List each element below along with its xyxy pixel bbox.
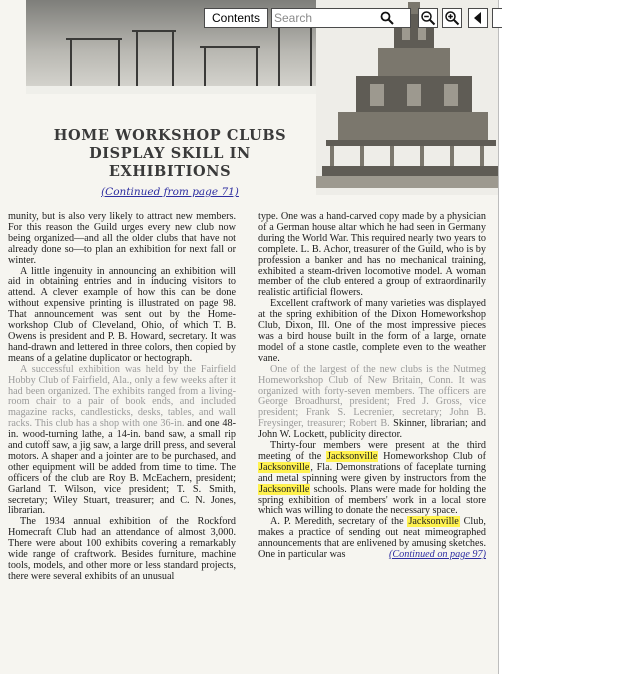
left-paragraph-1: munity, but is also very likely to attract new members. For this reason the Guild urges every new club now being organized—and all the older clubs that have not already done so—to plan an exhibition for next fall or winter. bbox=[8, 211, 236, 266]
left-paragraph-3 bbox=[8, 365, 236, 518]
previous-page-button[interactable] bbox=[468, 8, 488, 28]
next-page-button[interactable] bbox=[492, 8, 502, 28]
viewer-toolbar bbox=[204, 8, 504, 30]
left-paragraph-2: A little ingenuity in announcing an exhibition will aid in obtaining entries and in inducing visitors to attend. A clever example of how this can be done without expensive printing is illustrated on page 98. That announcement was sent out by the Home-workshop Club of Cleveland, Ohio, of which T. B. Owens is president and P. B. Howard, secretary. It was hand-drawn and lettered in three colors, then copied by means of a gelatine duplicator or hectograph. bbox=[8, 265, 236, 364]
arrow-left-icon bbox=[470, 10, 486, 26]
text-run: schools. Plans were made for holding the spring exhibition of members' work in a local store which was willing to donate the necessary space. bbox=[258, 483, 486, 517]
zoom-out-icon bbox=[420, 10, 436, 26]
search-highlight: Jacksonville bbox=[259, 461, 310, 473]
left-paragraph-3-rest: and one 48-in. wood-turning lathe, a 14-in. band saw, a small rip and cutoff saw, a jig saw, a large drill press, and several motors. A shaper and a jointer are to be purchased, and other equipment will be added from time to time. The officers of the club are Roy B. McEachern, president; Garland T. Wilson, vice president; T. S. Smith, secretary; Wiley Stuart, treasurer; and C. N. Jones, librarian. bbox=[8, 418, 236, 517]
text-run: Homeworkshop Club of bbox=[378, 450, 486, 462]
right-paragraph-2: Excellent craftwork of many varieties was displayed at the spring exhibition of the Dixon Homeworkshop Club, Dixon, Ill. One of the most impressive pieces was a bird house built in the form of a large, ornate model of a stone castle, complete even to the weather vane. bbox=[258, 298, 486, 364]
continued-from-link[interactable]: (Continued from page 71) bbox=[101, 186, 239, 198]
text-run: , Fla. Demonstrations of faceplate turning and metal spinning were given by instructors from the bbox=[258, 461, 486, 484]
search-highlight: Jacksonville bbox=[408, 516, 459, 528]
zoom-in-button[interactable] bbox=[442, 8, 462, 28]
zoom-in-icon bbox=[444, 10, 460, 26]
headline-line-2: DISPLAY SKILL IN bbox=[89, 145, 251, 162]
text-run: Thirty-four members were present at the third meeting of the bbox=[258, 440, 486, 462]
right-column bbox=[258, 212, 486, 561]
left-paragraph-3-faded: A successful exhibition was held by the Fairfield Hobby Club of Fairfield, Ala., only a few weeks after it had been organized. The exhibits ranged from a living-room chair to a pair of book ends, and included magazine racks, candlesticks, desks, tables, and wall racks. This club has a shop with one 36-in. bbox=[8, 363, 236, 430]
right-paragraph-4 bbox=[258, 441, 486, 517]
left-paragraph-4: The 1934 annual exhibition of the Rockford Homecraft Club had an attendance of almost 3,000. There were about 100 exhibits covering a remarkably wide range of craftwork. Besides furniture, machine tools, models, and other more or less standard projects, there were several exhibits of an unusual bbox=[8, 516, 236, 582]
search-highlight: Jacksonville bbox=[259, 483, 310, 495]
text-run: Club, makes a practice of sending out neat mimeographed announcements that are enlivened by amusing sketches. One in particular was bbox=[258, 516, 486, 561]
continued-on-link[interactable]: (Continued on page 97) bbox=[388, 549, 486, 561]
search-icon[interactable] bbox=[380, 11, 394, 25]
headline-line-1: HOME WORKSHOP CLUBS bbox=[53, 127, 287, 144]
right-paragraph-5 bbox=[258, 517, 486, 561]
right-paragraph-3-rest: Skinner, librarian; and John W. Lockett, publicity director. bbox=[258, 418, 486, 441]
search-input[interactable] bbox=[274, 10, 374, 26]
article-headline bbox=[20, 127, 320, 181]
right-paragraph-3-faded: One of the largest of the new clubs is the Nutmeg Homeworkshop Club of New Britain, Conn. It was organized with forty-seven members. The officers are George Broadhurst, president; Fred J. Gross, vice president; Frank S. Lecrenier, secretary; John B. Freysinger, treasurer; Robert B. bbox=[258, 363, 486, 430]
right-paragraph-3 bbox=[258, 365, 486, 441]
right-paragraph-1: type. One was a hand-carved copy made by a physician of a German house altar which he had seen in Germany during the World War. This required nearly two years to complete. L. B. Achor, treasurer of the Guild, who is by profession a banker and has no mechanical training, exhibited a steam-driven locomotive model. A woman member of the club entered a group of extraordinarily realistic artificial flowers. bbox=[258, 211, 486, 299]
zoom-out-button[interactable] bbox=[418, 8, 438, 28]
text-run: A. P. Meredith, secretary of the bbox=[270, 516, 408, 528]
search-highlight: Jacksonville bbox=[327, 450, 378, 462]
search-box bbox=[271, 8, 411, 28]
headline-line-3: EXHIBITIONS bbox=[108, 163, 232, 180]
left-column bbox=[8, 212, 236, 583]
contents-button[interactable]: Contents bbox=[204, 8, 268, 28]
